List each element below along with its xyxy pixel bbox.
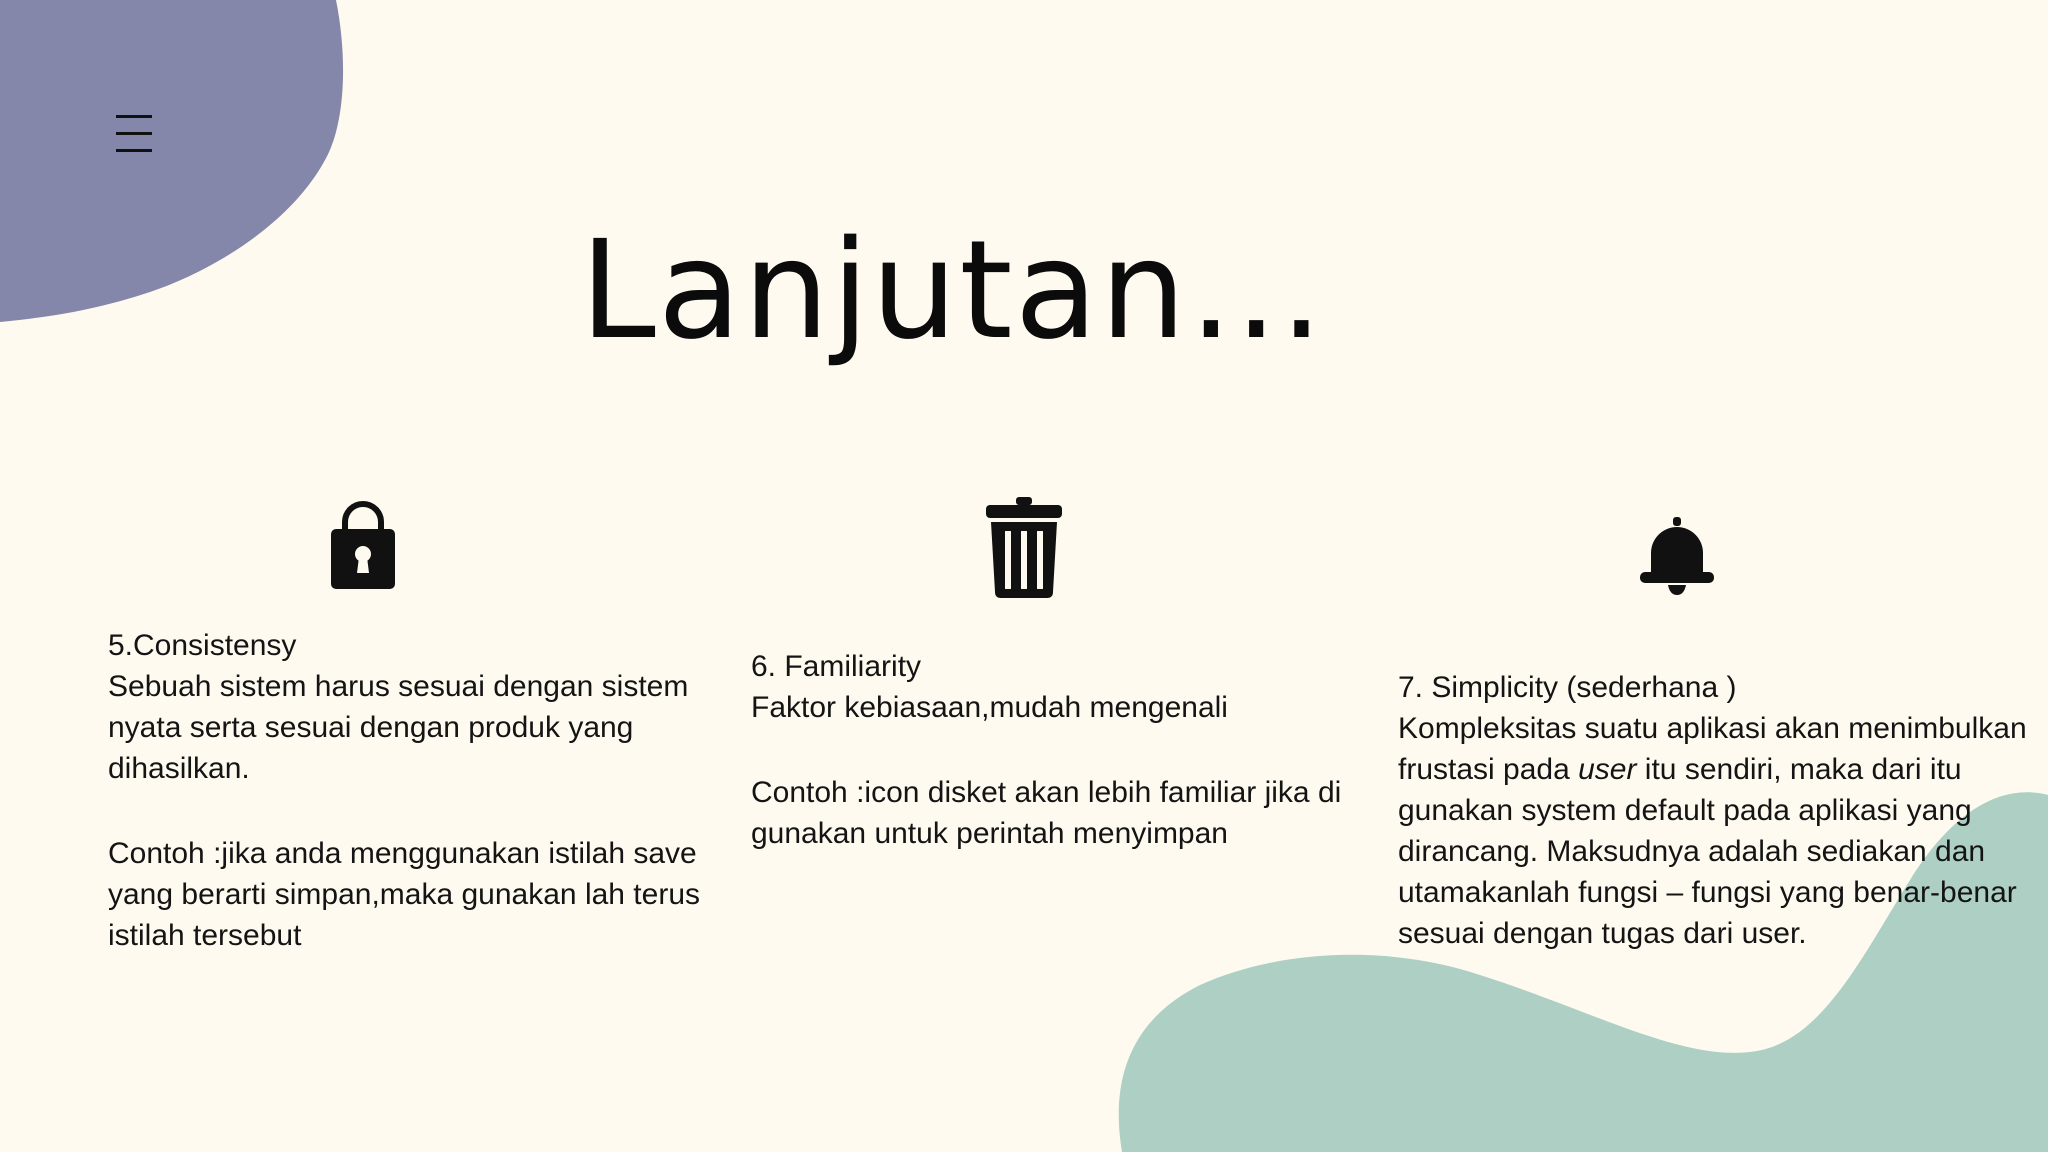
principle-description: Sebuah sistem harus sesuai dengan sistem nyata serta sesuai dengan produk yang dihasilkan. bbox=[108, 670, 689, 785]
slide-title: Lanjutan… bbox=[580, 212, 1327, 370]
purple-blob bbox=[0, 0, 343, 322]
trash-icon bbox=[986, 497, 1062, 598]
principle-example: Contoh :icon disket akan lebih familiar jika di gunakan untuk perintah menyimpan bbox=[751, 776, 1342, 850]
hamburger-menu-icon[interactable] bbox=[112, 112, 156, 156]
bell-icon bbox=[1640, 517, 1714, 595]
principle-consistency bbox=[108, 625, 748, 956]
description-text-continued: itu sendiri, maka dari itu gunakan system default pada aplikasi yang dirancang. Maksudnya adalah sediakan dan utamakanlah fungsi – fungsi yang benar-benar sesuai dengan tugas dari user. bbox=[1398, 753, 2017, 950]
principle-description: Faktor kebiasaan,mudah mengenali bbox=[751, 691, 1228, 724]
description-text: Kompleksitas suatu aplikasi akan menimbulkan frustasi pada bbox=[1398, 712, 2027, 786]
principle-example: Contoh :jika anda menggunakan istilah save yang berarti simpan,maka gunakan lah terus istilah tersebut bbox=[108, 837, 701, 952]
principle-familiarity bbox=[751, 646, 1391, 854]
unlock-icon bbox=[330, 497, 396, 591]
principle-heading: 7. Simplicity (sederhana ) bbox=[1398, 671, 1737, 704]
principle-heading: 6. Familiarity bbox=[751, 650, 922, 683]
emphasis-user: user bbox=[1578, 753, 1637, 786]
principle-heading: 5.Consistensy bbox=[108, 629, 297, 662]
principle-simplicity bbox=[1398, 667, 2038, 954]
principle-description bbox=[1398, 708, 2038, 954]
